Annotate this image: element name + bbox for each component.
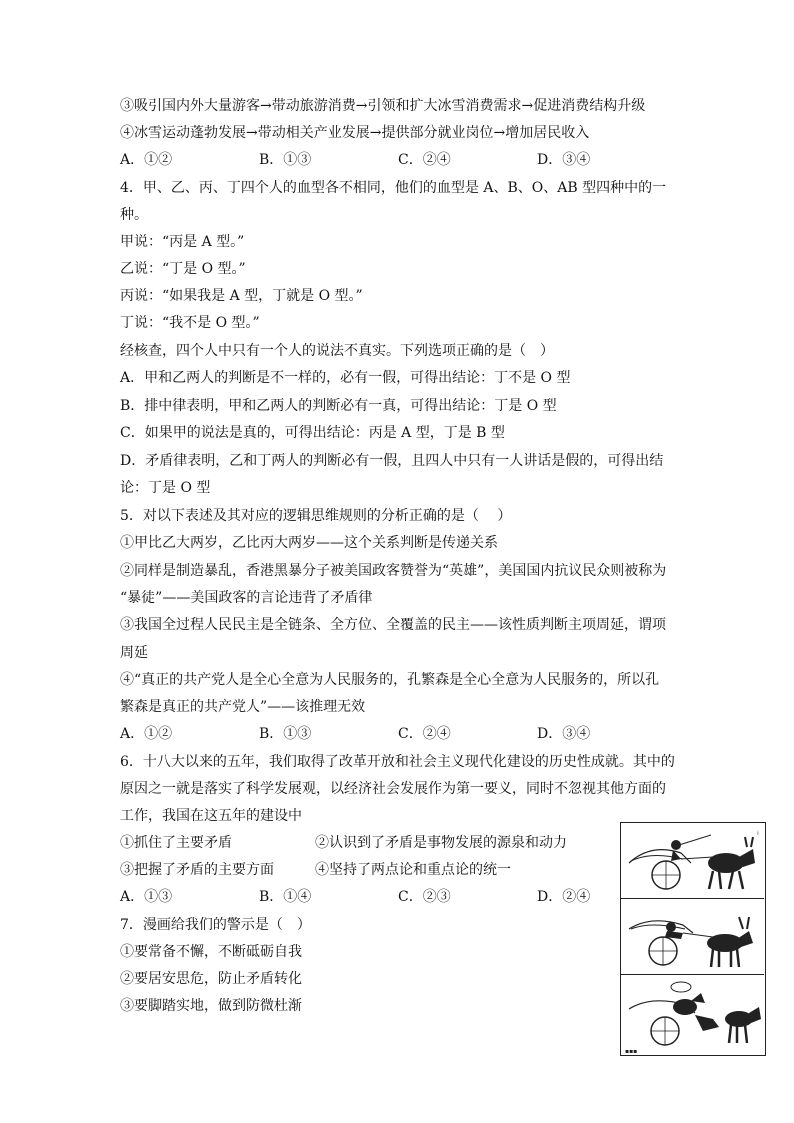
q6-stem-line2: 原因之一就是落实了科学发展观，以经济社会发展作为第一要义，同时不忽视其他方面的 bbox=[120, 781, 666, 797]
q3-item-4: ④冰雪运动蓬勃发展→带动相关产业发展→提供部分就业岗位→增加居民收入 bbox=[120, 125, 590, 141]
q6-item-3: ③把握了矛盾的主要方面 bbox=[120, 862, 274, 878]
q4-check: 经核查，四个人中只有一个人的说法不真实。下列选项正确的是（ ） bbox=[120, 343, 554, 359]
q7-item-2: ②要居安思危，防止矛盾转化 bbox=[120, 971, 302, 987]
q6-option-c: C．②③ bbox=[398, 889, 451, 905]
svg-text:⁞: ⁞ bbox=[757, 830, 759, 837]
q3-option-d: D．③④ bbox=[537, 152, 591, 168]
svg-text:▪▪▪: ▪▪▪ bbox=[625, 1048, 638, 1055]
q5-option-c: C．②④ bbox=[398, 726, 451, 742]
q6-option-d: D．②④ bbox=[537, 889, 591, 905]
q5-option-b: B．①③ bbox=[259, 726, 312, 742]
q5-item-4-line1: ④“真正的共产党人是全心全意为人民服务的，孔繁森是全心全意为人民服务的，所以孔 bbox=[120, 672, 660, 688]
q7-item-1: ①要常备不懈，不断砥砺自我 bbox=[120, 944, 302, 960]
cartoon-panel-1 bbox=[621, 823, 764, 899]
cartoon-panel-2 bbox=[621, 899, 764, 975]
q5-item-2-line1: ②同样是制造暴乱，香港黑暴分子被美国政客赞誉为“英雄”，美国国内抗议民众则被称为 bbox=[120, 563, 667, 579]
q5-stem: 5．对以下表述及其对应的逻辑思维规则的分析正确的是（ ） bbox=[120, 508, 512, 524]
q4-stem-line1: 4．甲、乙、丙、丁四个人的血型各不相同，他们的血型是 A、B、O、AB 型四种中的一 bbox=[120, 180, 667, 196]
q4-option-d-line1: D．矛盾律表明，乙和丁两人的判断必有一假，且四人中只有一人讲话是假的，可得出结 bbox=[120, 453, 664, 469]
q5-item-2-line2: “暴徒”——美国政客的言论违背了矛盾律 bbox=[120, 590, 373, 606]
q4-option-b: B．排中律表明，甲和乙两人的判断必有一真，可得出结论：丁是 O 型 bbox=[120, 398, 557, 414]
q3-option-a: A．①② bbox=[120, 152, 173, 168]
q5-option-d: D．③④ bbox=[537, 726, 591, 742]
cartoon-panel-2-drawing bbox=[621, 899, 764, 975]
q4-statement-ding: 丁说：“我不是 O 型。” bbox=[120, 315, 260, 331]
q3-option-b: B．①③ bbox=[259, 152, 312, 168]
cartoon-panel-1-drawing bbox=[621, 823, 764, 899]
q4-option-c: C．如果甲的说法是真的，可得出结论：丙是 A 型，丁是 B 型 bbox=[120, 425, 505, 441]
q5-item-1: ①甲比乙大两岁，乙比丙大两岁——这个关系判断是传递关系 bbox=[120, 535, 498, 551]
q6-item-2: ②认识到了矛盾是事物发展的源泉和动力 bbox=[315, 835, 567, 851]
q6-option-a: A．①③ bbox=[120, 889, 173, 905]
q5-option-a: A．①② bbox=[120, 726, 173, 742]
q6-option-b: B．①④ bbox=[259, 889, 312, 905]
q6-item-4: ④坚持了两点论和重点论的统一 bbox=[315, 862, 511, 878]
q6-stem-line3: 工作，我国在这五年的建设中 bbox=[120, 808, 302, 824]
q7-stem: 7．漫画给我们的警示是（ ） bbox=[120, 917, 311, 933]
q4-statement-bing: 丙说：“如果我是 A 型，丁就是 O 型。” bbox=[120, 288, 363, 304]
q5-item-3-line1: ③我国全过程人民民主是全链条、全方位、全覆盖的民主——该性质判断主项周延，谓项 bbox=[120, 617, 666, 633]
q5-item-3-line2: 周延 bbox=[120, 645, 148, 661]
cartoon-panel-3-drawing bbox=[621, 975, 764, 1055]
q6-item-1: ①抓住了主要矛盾 bbox=[120, 835, 232, 851]
q5-item-4-line2: 繁森是真正的共产党人”——该推理无效 bbox=[120, 699, 366, 715]
q4-option-a: A．甲和乙两人的判断是不一样的，必有一假，可得出结论：丁不是 O 型 bbox=[120, 370, 571, 386]
cartoon-panel-3 bbox=[621, 975, 764, 1055]
q4-stem-line2: 种。 bbox=[120, 207, 148, 223]
q6-stem-line1: 6．十八大以来的五年，我们取得了改革开放和社会主义现代化建设的历史性成就。其中的 bbox=[120, 754, 675, 770]
q4-option-d-line2: 论：丁是 O 型 bbox=[120, 480, 211, 496]
q3-item-3: ③吸引国内外大量游客→带动旅游消费→引领和扩大冰雪消费需求→促进消费结构升级 bbox=[120, 98, 646, 114]
donkey-cart-cartoon bbox=[620, 822, 766, 1056]
q3-option-c: C．②④ bbox=[398, 152, 451, 168]
q4-statement-jia: 甲说：“丙是 A 型。” bbox=[120, 234, 245, 250]
q4-statement-yi: 乙说：“丁是 O 型。” bbox=[120, 261, 246, 277]
q7-item-3: ③要脚踏实地，做到防微杜渐 bbox=[120, 998, 302, 1014]
